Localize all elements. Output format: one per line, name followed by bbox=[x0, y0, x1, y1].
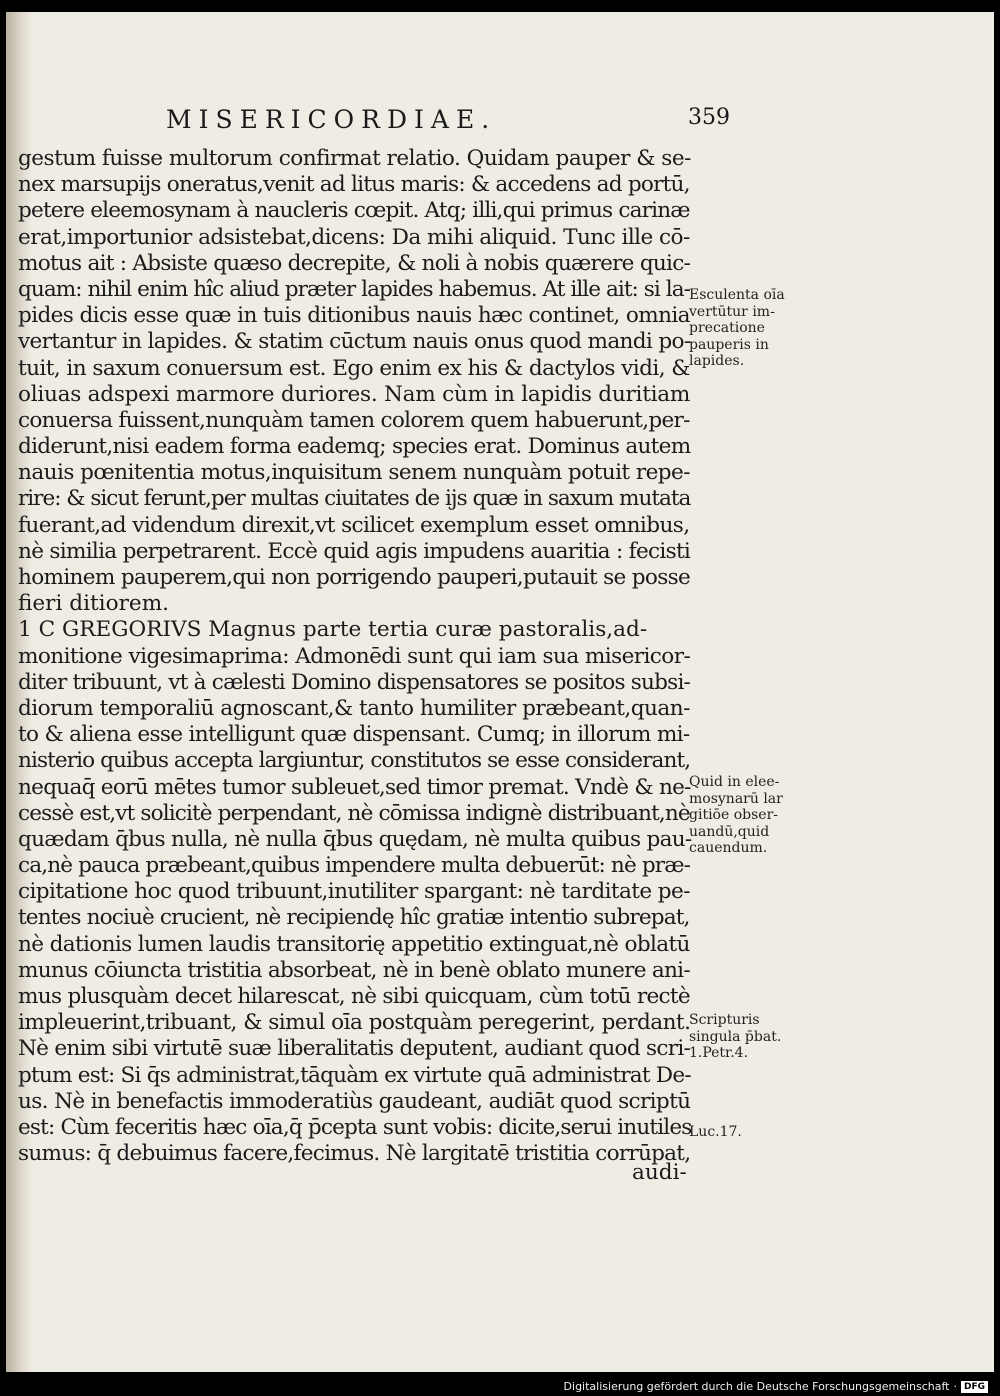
marginal-note-line: gitiōe obser- bbox=[689, 807, 778, 823]
text-line: rire: & sicut ferunt,per multas ciuitates de ijs quæ in saxum mutata bbox=[18, 486, 691, 512]
text-line: nequaq̄ eorū mētes tumor subleuet,sed timor premat. Vndè & ne- bbox=[18, 774, 691, 800]
marginal-note-2 bbox=[689, 774, 809, 857]
text-line: sumus: q̄ debuimus facere,fecimus. Nè largitatē tristitia corrūpat, bbox=[18, 1141, 691, 1167]
text-line: ptum est: Si q̄s administrat,tāquàm ex virtute quā administrat De- bbox=[18, 1062, 691, 1088]
marginal-note-1 bbox=[689, 287, 809, 370]
marginal-note-line: 1.Petr.4. bbox=[689, 1045, 749, 1061]
running-header bbox=[166, 105, 766, 134]
text-line: hominem pauperem,qui non porrigendo pauperi,putauit se posse bbox=[18, 565, 691, 590]
text-line: est: Cùm feceritis hæc oīa,q̄ p̄cepta sunt vobis: dicite,serui inutiles bbox=[18, 1114, 692, 1140]
text-line: vertantur in lapides. & statim cūctum nauis onus quod mandi po- bbox=[18, 329, 691, 355]
text-line: fieri ditiorem. bbox=[18, 591, 170, 617]
text-line: tentes nociuè crucient, nè recipiendę hîc gratiæ intentio subrepat, bbox=[18, 905, 690, 931]
text-line: erat,importunior adsistebat,dicens: Da mihi aliquid. Tunc ille cō- bbox=[18, 224, 690, 250]
footer-credit: Digitalisierung gefördert durch die Deutsche Forschungsgemeinschaft · DFG bbox=[564, 1380, 988, 1393]
marginal-note-3 bbox=[689, 1012, 809, 1062]
text-line: motus ait : Absiste quæso decrepite, & noli à nobis quærere quic- bbox=[18, 250, 691, 276]
body-text bbox=[18, 146, 690, 1167]
text-line: to & aliena esse intelligunt quæ dispensant. Cumq; in illorum mi- bbox=[18, 722, 690, 748]
text-line: gestum fuisse multorum confirmat relatio. Quidam pauper & se- bbox=[18, 146, 691, 171]
text-line: nauis pœnitentia motus,inquisitum senem nunquàm potuit repe- bbox=[18, 460, 690, 486]
text-line: diorum temporaliū agnoscant,& tanto humiliter præbeant,quan- bbox=[18, 695, 690, 721]
page-number: 359 bbox=[688, 105, 730, 130]
marginal-note-line: pauperis in bbox=[689, 336, 769, 353]
marginal-note-line: Quid in elee- bbox=[689, 774, 780, 790]
marginal-note-line: lapides. bbox=[689, 353, 745, 369]
text-line: nisterio quibus accepta largiuntur, constitutos se esse considerant, bbox=[18, 748, 691, 774]
marginal-note-line: Esculenta oīa bbox=[689, 287, 785, 303]
marginal-note-line: cauendum. bbox=[689, 840, 768, 856]
text-line: fuerant,ad videndum direxit,vt scilicet exemplum esset omnibus, bbox=[18, 512, 690, 538]
text-line: petere eleemosynam à naucleris cœpit. Atq; illi,qui primus carinæ bbox=[18, 198, 690, 224]
marginal-note-line: uandū,quid bbox=[689, 823, 770, 840]
text-line: pides dicis esse quæ in tuis ditionibus nauis hæc continet, omnia bbox=[18, 303, 690, 329]
marginal-note-line: vertūtur im- bbox=[689, 303, 775, 320]
footer-text: Digitalisierung gefördert durch die Deutsche Forschungsgemeinschaft bbox=[563, 1380, 950, 1393]
text-line: us. Nè in benefactis immoderatiùs gaudeant, audiāt quod scriptū bbox=[18, 1088, 691, 1114]
text-line: nex marsupijs oneratus,venit ad litus maris: & accedens ad portū, bbox=[18, 172, 690, 198]
marginal-note-line: Luc.17. bbox=[689, 1124, 742, 1140]
text-line: nè similia perpetrarent. Eccè quid agis impudens auaritia : fecisti bbox=[18, 538, 691, 564]
book-page bbox=[6, 12, 994, 1372]
text-line: mus plusquàm decet hilarescat, nè sibi quicquam, cùm totū rectè bbox=[18, 984, 690, 1009]
marginal-note-line: precatione bbox=[689, 320, 765, 336]
text-line: conuersa fuissent,nunquàm tamen colorem quem habuerunt,per- bbox=[18, 407, 690, 433]
text-line: quam: nihil enim hîc aliud præter lapides habemus. At ille ait: si la- bbox=[18, 276, 690, 302]
text-line: Nè enim sibi virtutē suæ liberalitatis deputent, audiant quod scri- bbox=[18, 1036, 691, 1062]
text-line: cipitatione hoc quod tribuunt,inutiliter spargant: nè tarditate pe- bbox=[18, 879, 690, 905]
running-title: MISERICORDIAE. bbox=[166, 105, 497, 134]
marginal-note-line: Scripturis bbox=[689, 1012, 760, 1028]
text-line: diter tribuunt, vt à cælesti Domino dispensatores se positos subsi- bbox=[18, 669, 691, 695]
marginal-note-line: mosynarū lar bbox=[689, 790, 783, 807]
catchword: audi- bbox=[632, 1160, 687, 1185]
text-line: oliuas adspexi marmore duriores. Nam cùm in lapidis duritiam bbox=[18, 381, 691, 407]
text-line: tuit, in saxum conuersum est. Ego enim ex his & dactylos vidi, & bbox=[18, 355, 690, 381]
text-line: quædam q̄bus nulla, nè nulla q̄bus quędam, nè multa quibus pau- bbox=[18, 826, 692, 852]
text-line: 1 C GREGORIVS Magnus parte tertia curæ pastoralis,ad- bbox=[18, 617, 648, 643]
text-line: nè dationis lumen laudis transitorię appetitio extinguat,nè oblatū bbox=[18, 931, 690, 957]
text-line: impleuerint,tribuant, & simul oīa postquàm peregerint, perdant. bbox=[18, 1010, 691, 1036]
marginal-note-4 bbox=[689, 1124, 809, 1141]
text-line: munus cōiuncta tristitia absorbeat, nè in benè oblato munere ani- bbox=[18, 957, 690, 983]
text-line: monitione vigesimaprima: Admonēdi sunt qui iam sua misericor- bbox=[18, 643, 691, 669]
text-line: diderunt,nisi eadem forma eademq; species erat. Dominus autem bbox=[18, 434, 691, 460]
text-line: ca,nè pauca præbeant,quibus impendere multa debuerūt: nè præ- bbox=[18, 853, 691, 879]
dfg-logo: DFG bbox=[961, 1381, 988, 1393]
marginal-note-line: singula p̄bat. bbox=[689, 1028, 782, 1045]
text-line: cessè est,vt solicitè perpendant, nè cōmissa indignè distribuant,nè bbox=[18, 800, 690, 826]
